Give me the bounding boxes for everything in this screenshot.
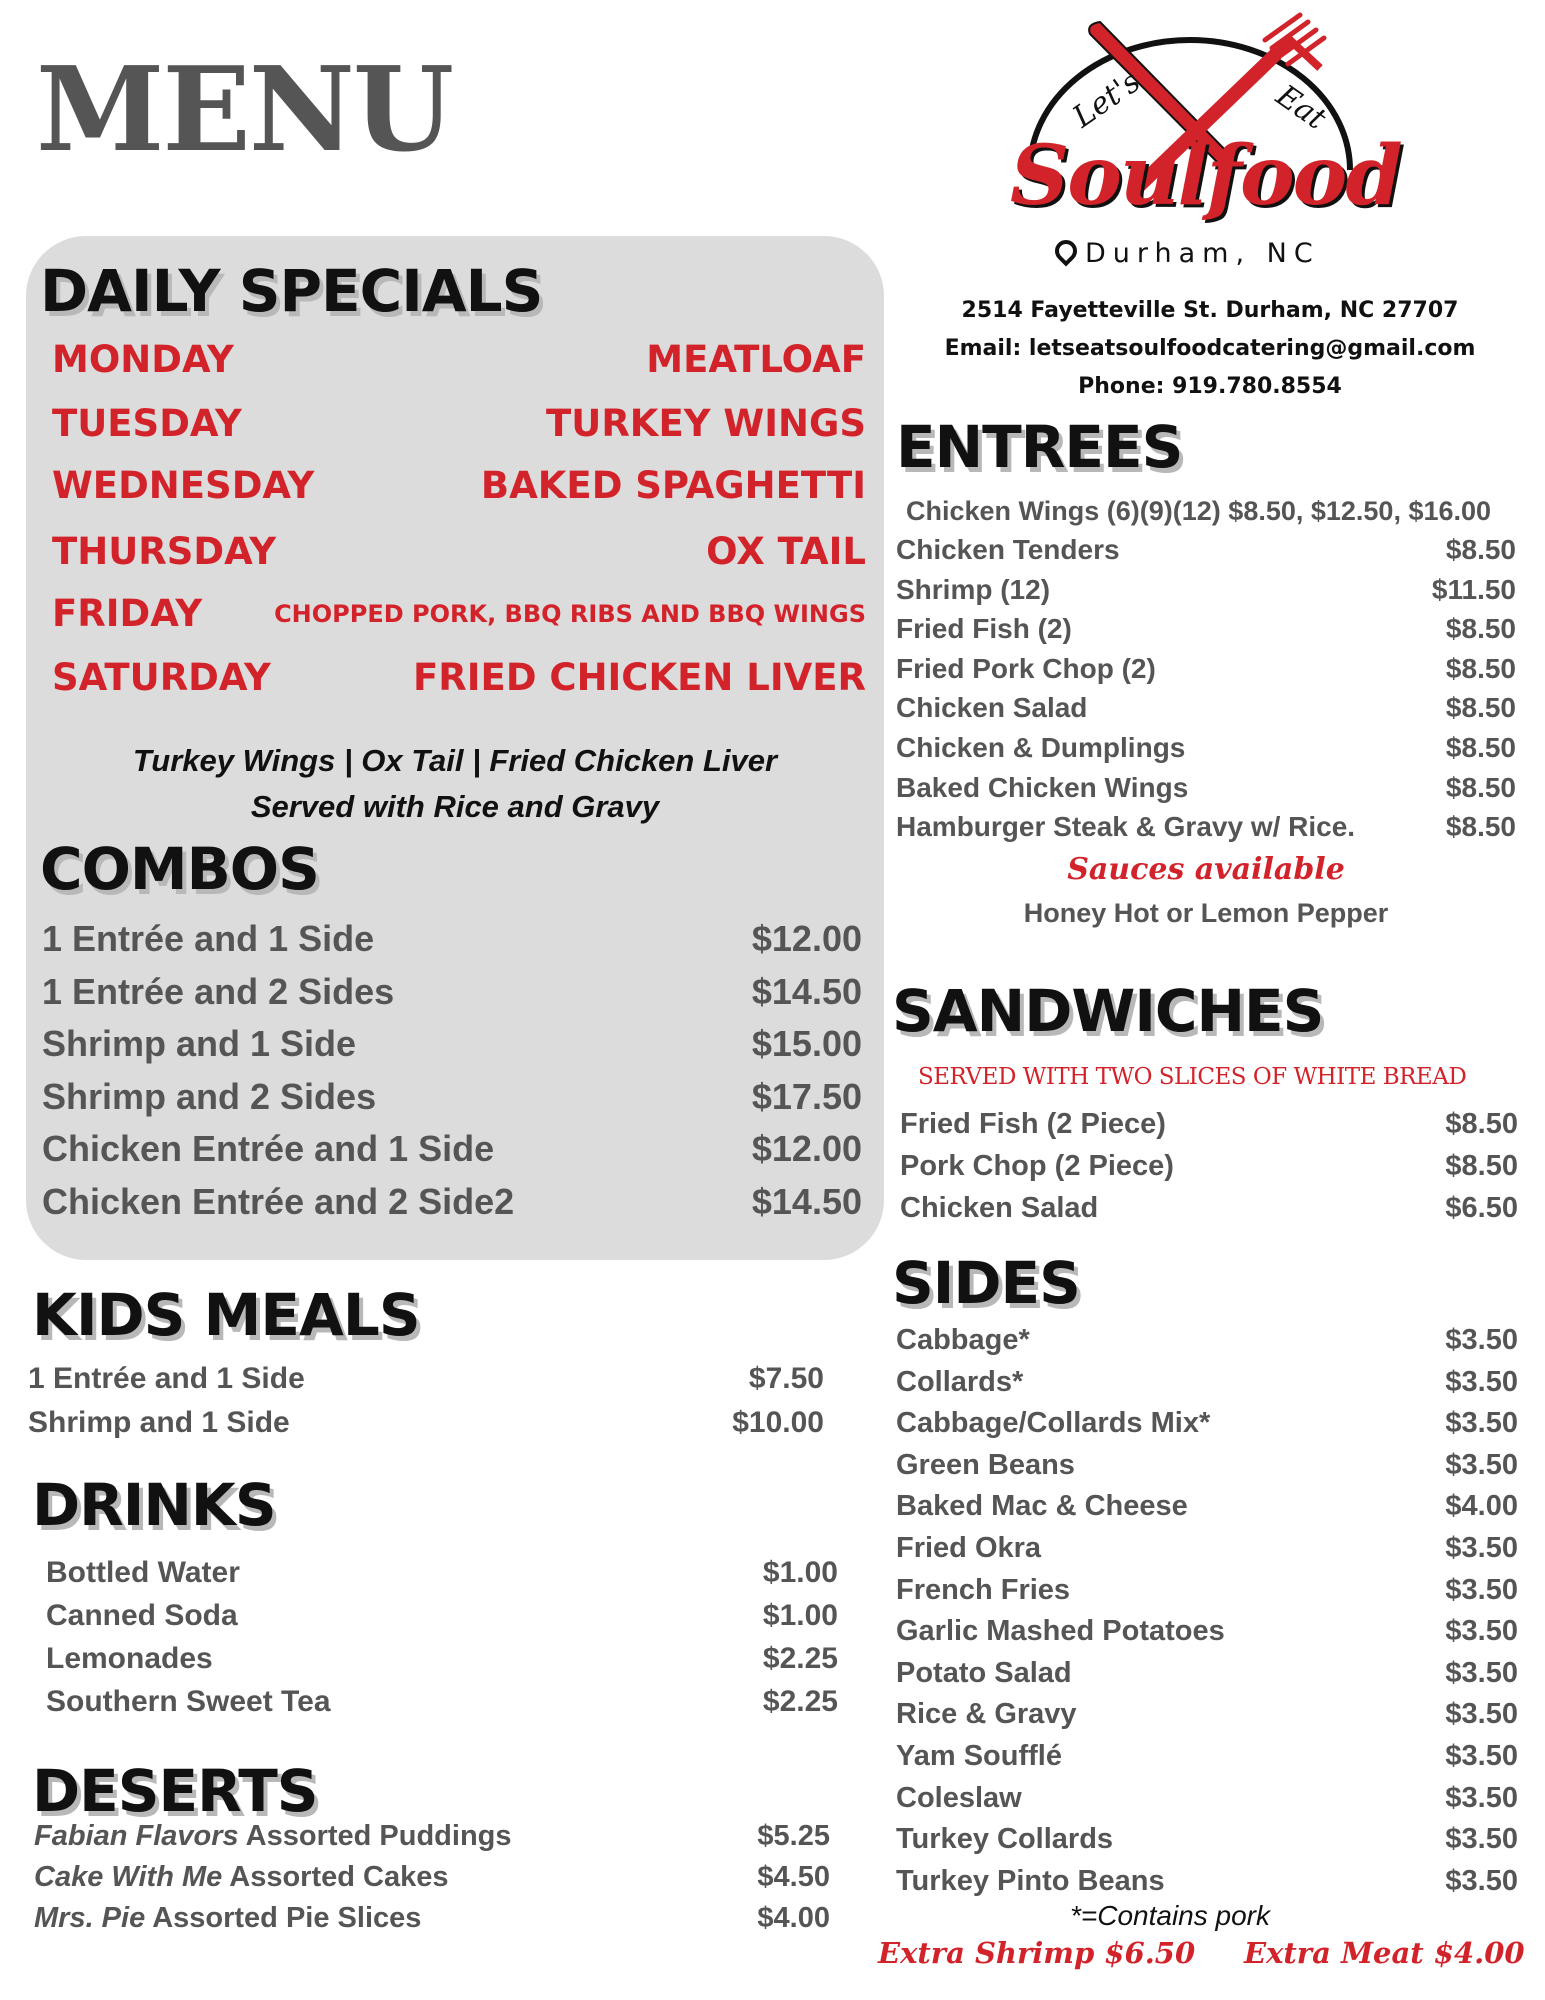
- item-price: $15.00: [751, 1023, 862, 1065]
- list-item: [900, 1108, 1518, 1141]
- list-item: [896, 732, 1516, 764]
- location-text: Durham, NC: [1085, 238, 1320, 269]
- item-price: $1.00: [762, 1556, 838, 1589]
- dessert-name: [34, 1820, 512, 1853]
- list-item: [896, 692, 1516, 724]
- special-dish: CHOPPED PORK, BBQ RIBS AND BBQ WINGS: [274, 600, 866, 628]
- list-item: [896, 1782, 1518, 1815]
- list-item: [896, 653, 1516, 685]
- sauces-text: Honey Hot or Lemon Pepper: [1023, 898, 1389, 928]
- item-name: Baked Mac & Cheese: [896, 1490, 1188, 1523]
- list-item: [896, 1449, 1518, 1482]
- item-name: Chicken Salad: [900, 1192, 1099, 1224]
- list-item: [896, 1865, 1518, 1898]
- list-item: [896, 1366, 1518, 1399]
- list-item: [896, 1407, 1518, 1440]
- item-price: $3.50: [1445, 1698, 1518, 1731]
- item-name: Cabbage*: [896, 1324, 1030, 1356]
- item-price: $14.50: [751, 970, 862, 1012]
- item-price: $8.50: [1445, 732, 1516, 763]
- list-item: [34, 1861, 830, 1894]
- extra-meat: Extra Meat $4.00: [1244, 1936, 1525, 1970]
- drinks-heading: DRINKS: [32, 1471, 276, 1539]
- item-price: $5.25: [757, 1820, 830, 1852]
- special-day: WEDNESDAY: [52, 464, 315, 507]
- item-name: Green Beans: [896, 1448, 1075, 1481]
- item-name: Rice & Gravy: [896, 1698, 1077, 1731]
- item-price: $1.00: [762, 1599, 838, 1632]
- item-name: Hamburger Steak & Gravy w/ Rice.: [896, 811, 1356, 843]
- item-name: Turkey Collards: [896, 1823, 1114, 1856]
- email[interactable]: Email: letseatsoulfoodcatering@gmail.com: [944, 336, 1476, 361]
- item-name: 1 Entrée and 1 Side: [28, 1362, 305, 1395]
- item-name: Southern Sweet Tea: [46, 1685, 331, 1718]
- page-title: MENU: [36, 42, 453, 178]
- item-name: Turkey Pinto Beans: [896, 1864, 1165, 1897]
- specials-note: [26, 738, 884, 830]
- item-price: $6.50: [1445, 1192, 1518, 1224]
- item-price: $8.50: [1445, 1150, 1518, 1182]
- item-price: $7.50: [748, 1362, 824, 1395]
- item-price: $4.00: [1445, 1490, 1518, 1523]
- address: 2514 Fayetteville St. Durham, NC 27707: [961, 298, 1459, 323]
- list-item: [34, 1902, 830, 1935]
- item-price: $3.50: [1445, 1615, 1518, 1648]
- special-dish: MEATLOAF: [646, 338, 866, 381]
- item-price: $11.50: [1431, 573, 1516, 605]
- item-price: $12.00: [751, 1128, 862, 1170]
- list-item: [896, 811, 1516, 843]
- item-price: $3.50: [1445, 1324, 1518, 1356]
- special-dish: FRIED CHICKEN LIVER: [413, 656, 866, 699]
- list-item: [900, 1150, 1518, 1183]
- list-item: [896, 534, 1516, 566]
- item-price: $3.50: [1445, 1448, 1518, 1481]
- item-price: $12.00: [751, 918, 862, 959]
- list-item: [42, 971, 862, 1013]
- dessert-brand: Fabian Flavors: [34, 1820, 239, 1852]
- contains-pork-note: *=Contains pork: [1070, 1900, 1271, 1931]
- list-item: [42, 1128, 862, 1170]
- item-name: Chicken Tenders: [896, 534, 1120, 565]
- item-price: $3.50: [1445, 1656, 1518, 1689]
- item-name: Garlic Mashed Potatoes: [896, 1615, 1225, 1648]
- dessert-name: [34, 1902, 421, 1935]
- item-name: Chicken Salad: [896, 692, 1088, 724]
- list-item: [896, 613, 1516, 645]
- sandwiches-subtitle: SERVED WITH TWO SLICES OF WHITE BREAD: [918, 1064, 1467, 1090]
- list-item: [896, 574, 1516, 606]
- item-name: Shrimp and 2 Sides: [42, 1075, 377, 1117]
- list-item: [46, 1599, 838, 1633]
- combos-heading: COMBOS: [40, 835, 319, 903]
- special-day: TUESDAY: [52, 402, 242, 445]
- list-item: [896, 1324, 1518, 1357]
- item-price: $8.50: [1445, 692, 1516, 724]
- item-name: Fried Fish (2): [896, 613, 1072, 645]
- contact-block: [900, 292, 1520, 406]
- item-price: $3.50: [1445, 1740, 1518, 1772]
- item-price: $8.50: [1445, 652, 1516, 684]
- item-name: Baked Chicken Wings: [896, 771, 1189, 803]
- item-price: $3.50: [1445, 1532, 1518, 1564]
- list-item: [896, 1615, 1518, 1648]
- specials-note-line2: Served with Rice and Gravy: [250, 789, 660, 824]
- item-name: Fried Fish (2 Piece): [900, 1108, 1166, 1140]
- item-price: $3.50: [1445, 1823, 1518, 1856]
- item-price: $3.50: [1445, 1365, 1518, 1398]
- item-name: Potato Salad: [896, 1656, 1072, 1689]
- item-price: $2.25: [762, 1642, 838, 1675]
- list-item: [46, 1685, 838, 1719]
- item-price: $3.50: [1445, 1407, 1518, 1440]
- dessert-desc: Assorted Cakes: [222, 1861, 449, 1893]
- extra-shrimp: Extra Shrimp $6.50: [878, 1936, 1196, 1970]
- special-day: SATURDAY: [52, 656, 271, 699]
- daily-specials-heading: DAILY SPECIALS: [40, 257, 543, 325]
- item-name: Fried Pork Chop (2): [896, 652, 1156, 684]
- item-price: $8.50: [1445, 811, 1516, 843]
- list-item: [896, 1657, 1518, 1690]
- list-item: [896, 1574, 1518, 1607]
- item-name: Shrimp and 1 Side: [28, 1406, 290, 1439]
- item-name: Collards*: [896, 1365, 1024, 1398]
- list-item: [896, 1532, 1518, 1565]
- item-price: $8.50: [1445, 771, 1516, 803]
- item-name: Bottled Water: [46, 1556, 240, 1589]
- item-name: French Fries: [896, 1573, 1071, 1606]
- item-price: $8.50: [1445, 534, 1516, 565]
- dessert-desc: Assorted Puddings: [238, 1820, 512, 1852]
- kids-meals-heading: KIDS MEALS: [32, 1281, 420, 1349]
- list-item: [896, 1823, 1518, 1856]
- entrees-first-line: Chicken Wings (6)(9)(12) $8.50, $12.50, $16.00: [906, 496, 1492, 526]
- map-pin-icon: [1050, 235, 1081, 266]
- list-item: [42, 1023, 862, 1065]
- item-price: $2.25: [762, 1685, 838, 1718]
- item-name: Lemonades: [46, 1642, 213, 1675]
- item-name: Coleslaw: [896, 1781, 1022, 1814]
- item-name: Cabbage/Collards Mix*: [896, 1407, 1211, 1440]
- item-name: Yam Soufflé: [896, 1740, 1062, 1772]
- special-dish: TURKEY WINGS: [546, 402, 866, 445]
- specials-note-line1: Turkey Wings | Ox Tail | Fried Chicken Liver: [132, 743, 778, 778]
- list-item: [42, 918, 862, 960]
- sides-heading: SIDES: [892, 1249, 1080, 1317]
- list-item: [42, 1076, 862, 1118]
- item-name: 1 Entrée and 2 Sides: [42, 970, 395, 1012]
- item-name: Chicken Entrée and 2 Side2: [42, 1181, 515, 1222]
- item-name: Chicken Entrée and 1 Side: [42, 1128, 495, 1170]
- item-name: 1 Entrée and 1 Side: [42, 918, 375, 959]
- list-item: [896, 1490, 1518, 1523]
- dessert-name: [34, 1861, 448, 1894]
- special-day: THURSDAY: [52, 530, 276, 573]
- list-item: [28, 1362, 824, 1396]
- logo-lets: Let's: [1066, 64, 1147, 135]
- list-item: [46, 1556, 838, 1590]
- special-dish: OX TAIL: [706, 530, 866, 573]
- list-item: [896, 1740, 1518, 1773]
- item-name: Chicken & Dumplings: [896, 732, 1186, 763]
- item-price: $14.50: [751, 1181, 862, 1222]
- dessert-desc: Assorted Pie Slices: [145, 1902, 422, 1934]
- dessert-brand: Cake With Me: [34, 1861, 223, 1893]
- item-name: Pork Chop (2 Piece): [900, 1150, 1174, 1182]
- list-item: [896, 772, 1516, 804]
- list-item: [900, 1192, 1518, 1225]
- special-day: FRIDAY: [52, 592, 203, 635]
- entrees-heading: ENTREES: [896, 413, 1183, 481]
- list-item: [28, 1406, 824, 1440]
- location: [1055, 238, 1320, 269]
- logo-eat: Eat: [1269, 78, 1333, 137]
- deserts-heading: DESERTS: [32, 1757, 318, 1825]
- item-price: $4.00: [757, 1902, 830, 1934]
- item-price: $4.50: [757, 1861, 830, 1893]
- item-price: $10.00: [732, 1406, 824, 1439]
- item-price: $3.50: [1445, 1573, 1518, 1606]
- list-item: [46, 1642, 838, 1676]
- item-name: Shrimp and 1 Side: [42, 1023, 357, 1065]
- item-name: Shrimp (12): [896, 573, 1051, 605]
- item-name: Fried Okra: [896, 1532, 1042, 1564]
- item-price: $3.50: [1445, 1781, 1518, 1814]
- item-price: $3.50: [1445, 1864, 1518, 1897]
- logo: [990, 10, 1401, 270]
- special-day: MONDAY: [52, 338, 234, 381]
- item-price: $8.50: [1445, 1108, 1518, 1140]
- logo-soulfood: Soulfood: [1010, 128, 1401, 224]
- dessert-brand: Mrs. Pie: [34, 1902, 146, 1934]
- list-item: [34, 1820, 830, 1853]
- list-item: [42, 1181, 862, 1223]
- item-price: $17.50: [751, 1075, 862, 1117]
- item-price: $8.50: [1445, 613, 1516, 645]
- item-name: Canned Soda: [46, 1599, 238, 1632]
- sandwiches-heading: SANDWICHES: [892, 977, 1324, 1045]
- special-dish: BAKED SPAGHETTI: [480, 464, 866, 507]
- sauces-title: Sauces available: [1067, 852, 1345, 887]
- phone[interactable]: Phone: 919.780.8554: [1078, 374, 1342, 399]
- list-item: [896, 1698, 1518, 1731]
